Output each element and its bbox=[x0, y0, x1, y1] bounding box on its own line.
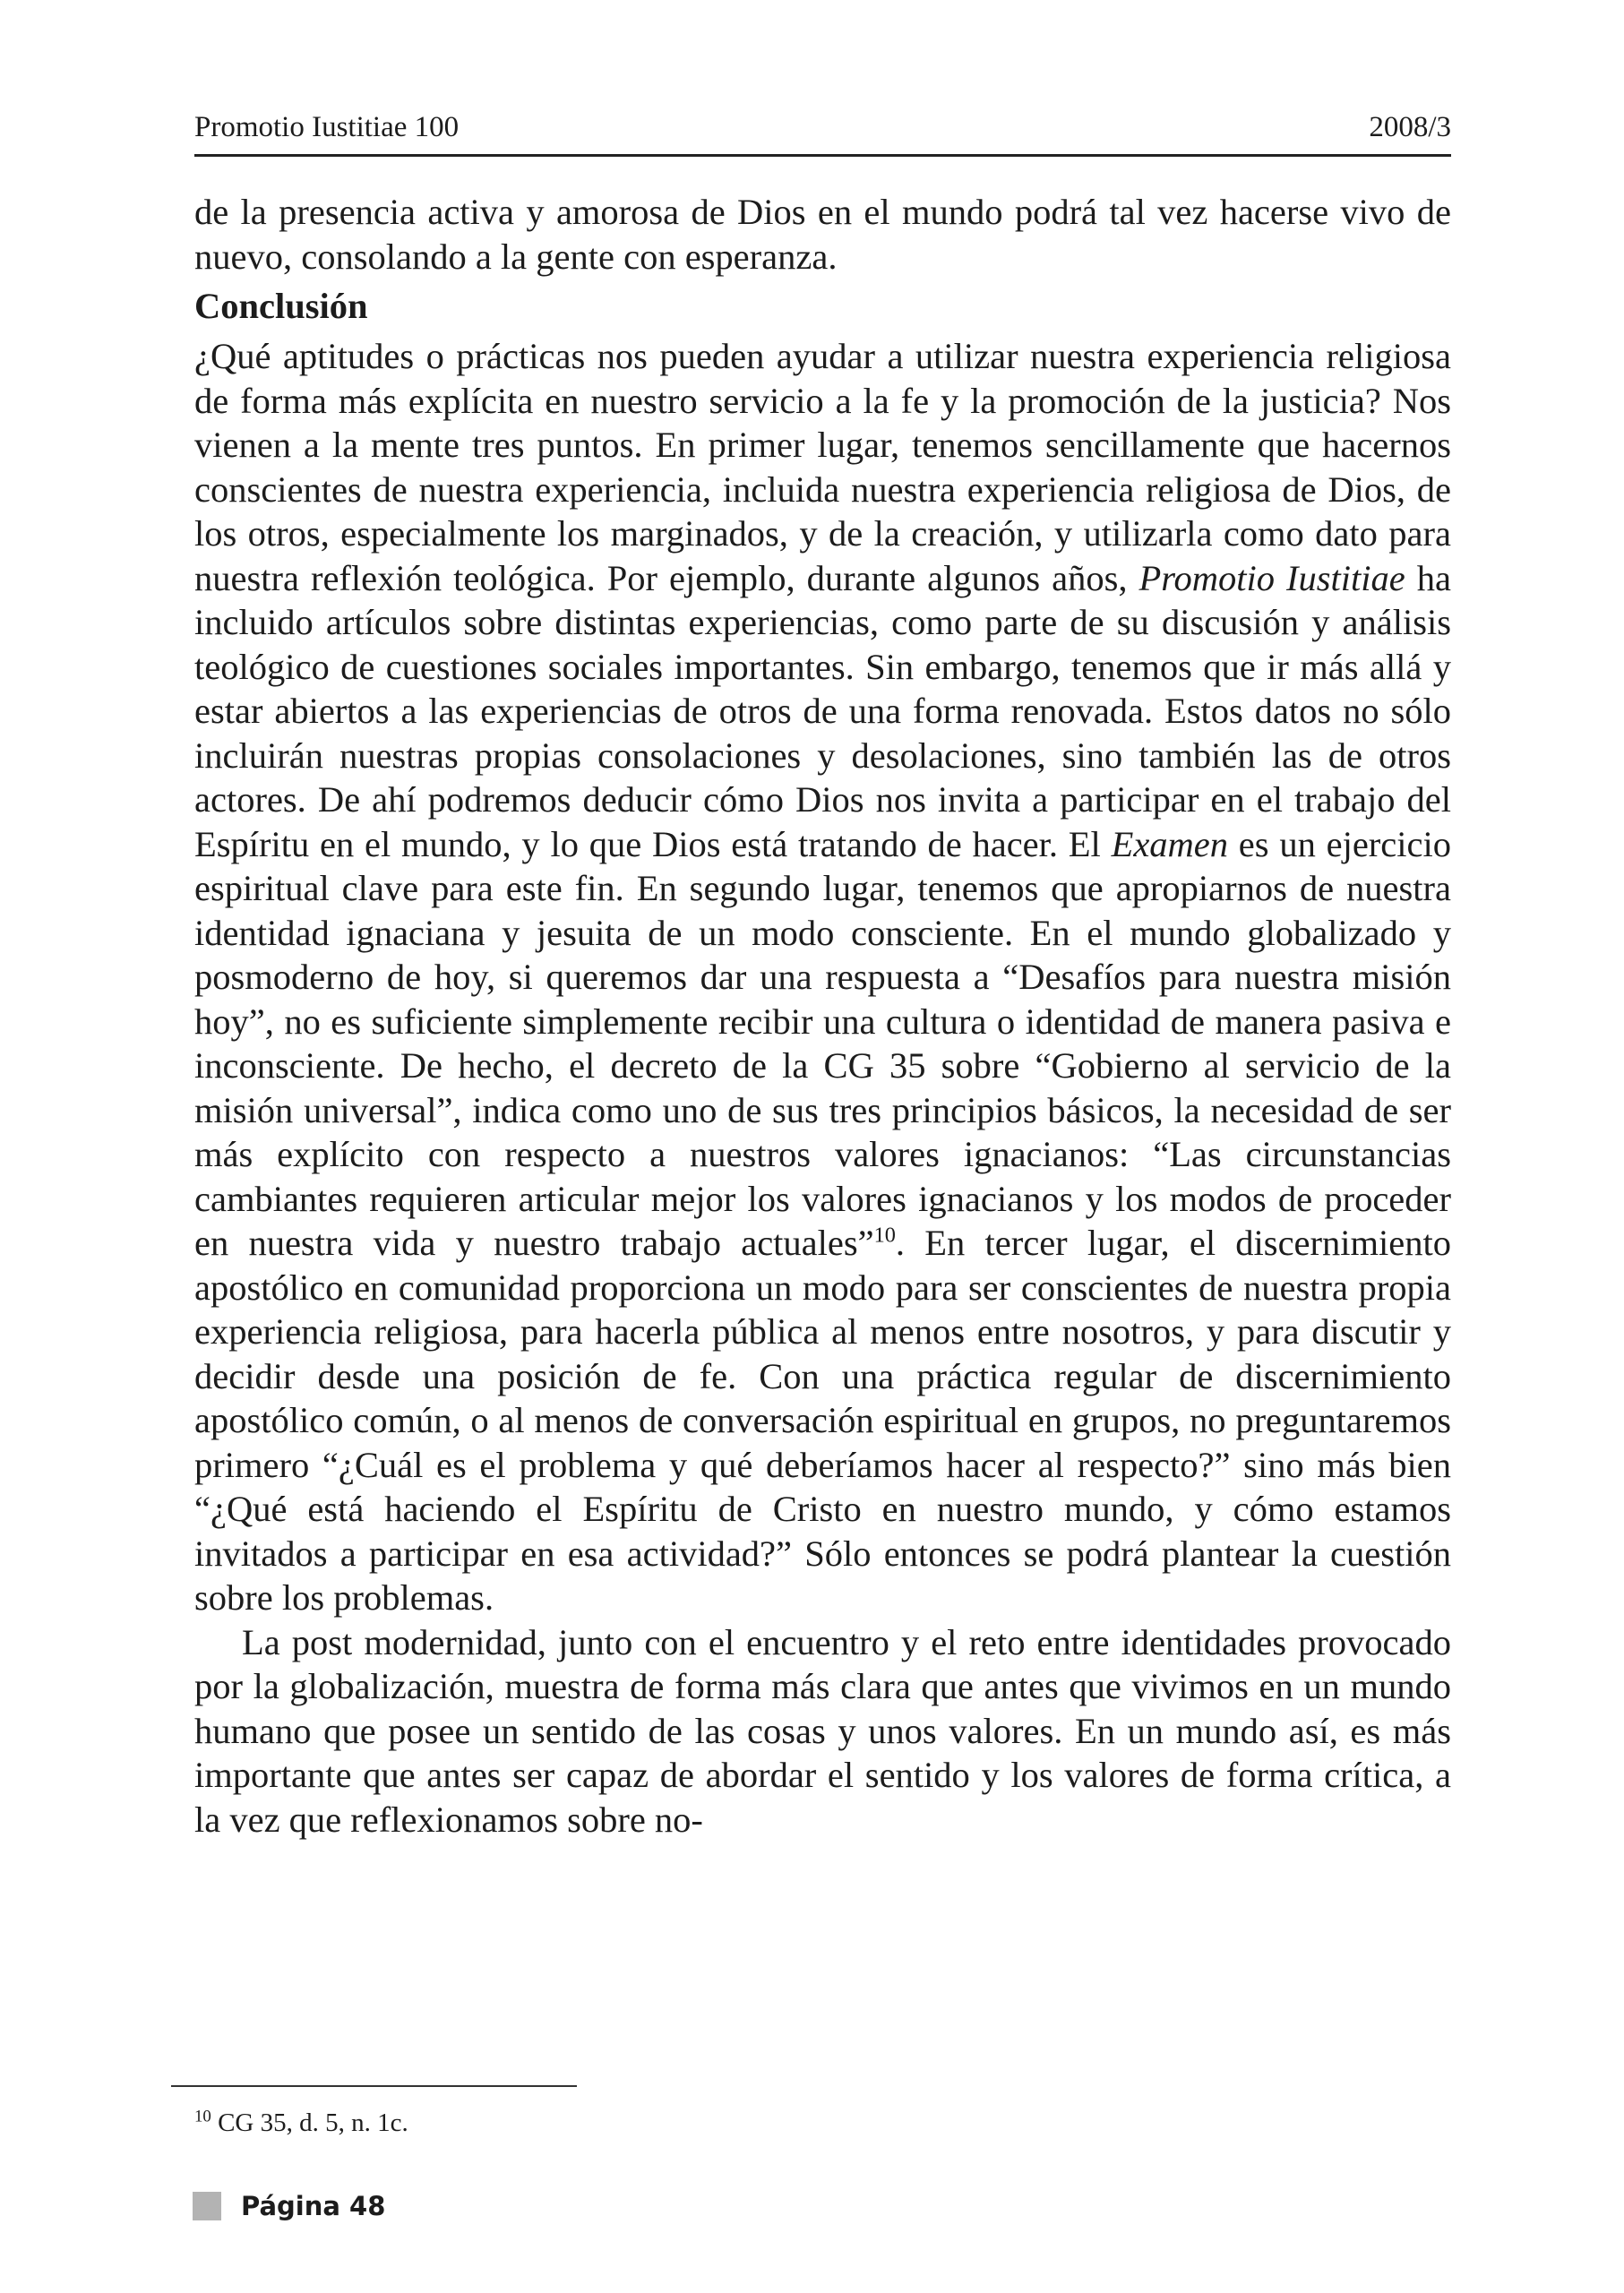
page-marker-square-icon bbox=[193, 2192, 221, 2220]
footnote bbox=[194, 2107, 408, 2139]
paragraph-text: . En tercer lugar, el discernimiento apostólico en comunidad proporciona un modo para ser conscientes de nuestra propia experiencia religiosa, para hacerla pública al menos entre nosotros, y para discutir y decidir desde una posición de fe. Con una práctica regular de discernimiento apostólico común, o al menos de conversación espiritual en grupos, no preguntaremos primero “¿Cuál es el problema y qué deberíamos hacer al respecto?” sino más bien “¿Qué está haciendo el Espíritu de Cristo en nuestro mundo, y cómo estamos invitados a participar en esa actividad?” Sólo entonces se podrá plantear la cuestión sobre los problemas. bbox=[194, 1223, 1451, 1618]
page-footer bbox=[193, 2191, 385, 2221]
footnote-number: 10 bbox=[194, 2107, 211, 2126]
italic-journal-title: Promotio Iustitiae bbox=[1139, 557, 1405, 598]
conclusion-paragraph-2: La post modernidad, junto con el encuentro y el reto entre identidades provocado por la globalización, muestra de forma más clara que antes que vivimos en un mundo humano que posee un sentido de las cosas y unos valores. En un mundo así, es más importante que antes ser capaz de abordar el sentido y los valores de forma crítica, a la vez que reflexionamos sobre no- bbox=[194, 1621, 1451, 1840]
paragraph-text: ¿Qué aptitudes o prácticas nos pueden ayudar a utilizar nuestra experiencia religiosa de forma más explícita en nuestro servicio a la fe y la promoción de la justicia? Nos vienen a la mente tres puntos. En primer lugar, tenemos sencillamente que hacernos conscientes de nuestra experiencia, incluida nuestra experiencia religiosa de Dios, de los otros, especialmente los marginados, y de la creación, y utilizarla como dato para nuestra reflexión teológica. Por ejemplo, durante algunos años, bbox=[194, 336, 1451, 598]
footnote-divider bbox=[171, 2085, 577, 2087]
issue-number: 2008/3 bbox=[1369, 111, 1451, 143]
footnote-text: CG 35, d. 5, n. 1c. bbox=[211, 2108, 408, 2137]
paragraph-text: ha incluido artículos sobre distintas experiencias, como parte de su discusión y análisis teológico de cuestiones sociales importantes. Sin embargo, tenemos que ir más allá y estar abiertos a las experiencias de otros de una forma renovada. Estos datos no sólo incluirán nuestras propias consolaciones y desolaciones, sino también las de otros actores. De ahí podremos deducir cómo Dios nos invita a participar en el trabajo del Espíritu en el mundo, y lo que Dios está tratando de hacer. El bbox=[194, 557, 1452, 864]
paragraph-text: es un ejercicio espiritual clave para este fin. En segundo lugar, tenemos que apropiarnos de nuestra identidad ignaciana y jesuita de un modo consciente. En el mundo globalizado y posmoderno de hoy, si queremos dar una respuesta a “Desafíos para nuestra misión hoy”, no es suficiente simplemente recibir una cultura o identidad de manera pasiva e inconsciente. De hecho, el decreto de la CG 35 sobre “Gobierno al servicio de la misión universal”, indica como uno de sus tres principios básicos, la necesidad de ser más explícito con respecto a nuestros valores ignacianos: “Las circunstancias cambiantes requieren articular mejor los valores ignacianos y los modos de proceder en nuestra vida y nuestro trabajo actuales” bbox=[194, 823, 1451, 1263]
main-text bbox=[194, 190, 1451, 1842]
section-heading: Conclusión bbox=[194, 286, 368, 326]
publication-title: Promotio Iustitiae 100 bbox=[194, 111, 460, 143]
running-header bbox=[194, 109, 1451, 157]
italic-examen: Examen bbox=[1111, 823, 1229, 864]
conclusion-paragraph-1 bbox=[194, 334, 1451, 1620]
footnote-reference: 10 bbox=[873, 1223, 896, 1248]
intro-paragraph: de la presencia activa y amorosa de Dios en el mundo podrá tal vez hacerse vivo de nuevo, consolando a la gente con esperanza. bbox=[194, 192, 1451, 277]
page-number: Página 48 bbox=[241, 2191, 386, 2221]
